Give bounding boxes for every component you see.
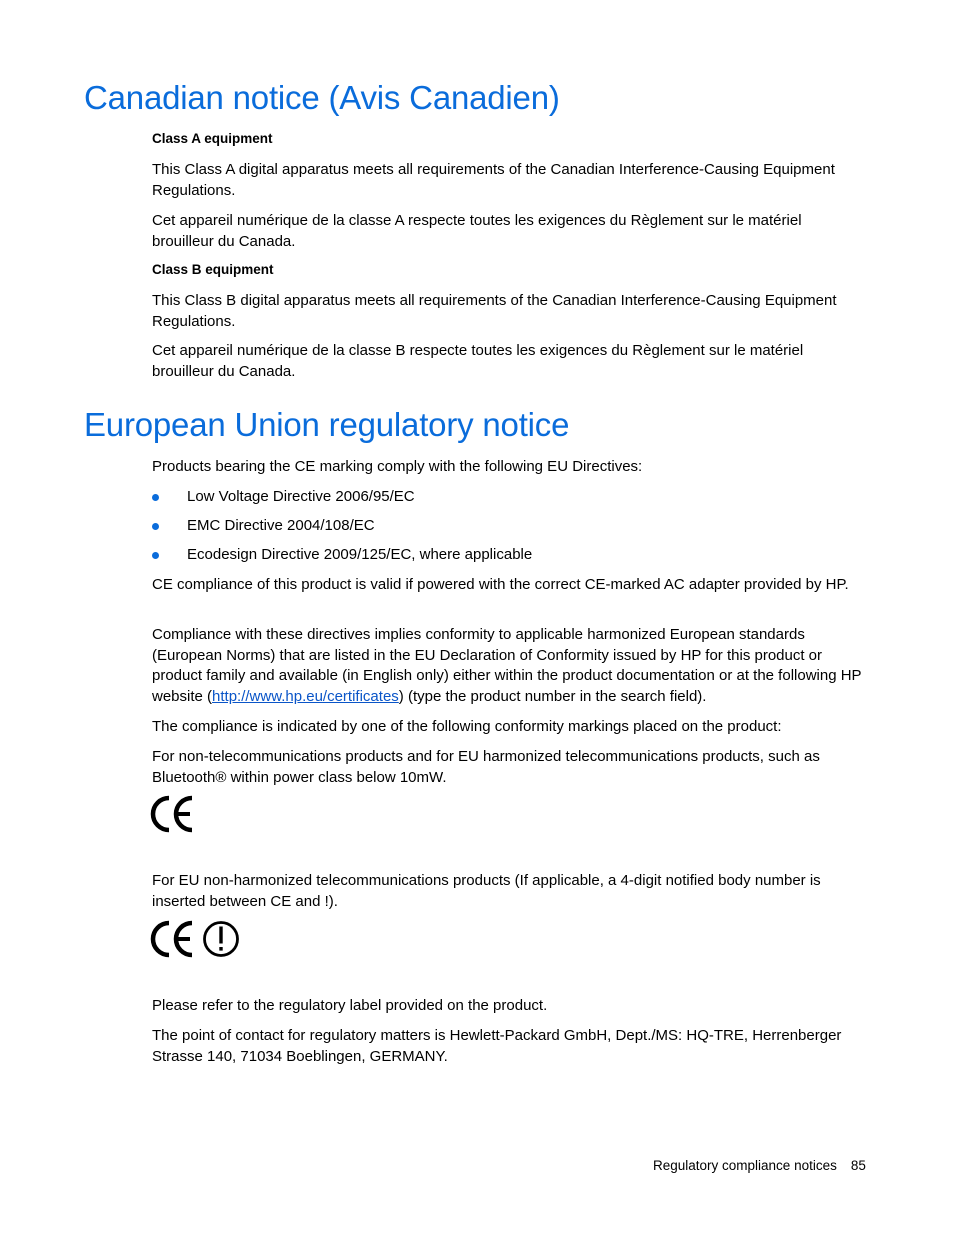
conformity-paragraph — [152, 625, 864, 707]
footer-section-title: Regulatory compliance notices — [653, 1158, 837, 1173]
class-a-french-text: Cet appareil numérique de la classe A respecte toutes les exigences du Règlement sur le matériel brouilleur du Canada. — [152, 212, 802, 250]
class-a-heading: Class A equipment — [152, 131, 273, 146]
class-b-heading: Class B equipment — [152, 262, 274, 277]
directive-text: Low Voltage Directive 2006/95/EC — [187, 488, 415, 505]
page-number: 85 — [850, 1158, 866, 1173]
bullet-icon — [152, 552, 159, 559]
bullet-icon — [152, 523, 159, 530]
harmonized-note: For non-telecommunications products and for EU harmonized telecommunications products, such as Bluetooth® within power class below 10mW. — [152, 748, 820, 786]
directive-text: Ecodesign Directive 2009/125/EC, where applicable — [187, 546, 533, 563]
contact-note: The point of contact for regulatory matters is Hewlett-Packard GmbH, Dept./MS: HQ-TRE, Herrenberger Strasse 140, 71034 Boeblingen, GERMANY. — [152, 1027, 842, 1065]
bullet-icon — [152, 494, 159, 501]
canadian-notice-title: Canadian notice (Avis Canadien) — [84, 79, 560, 116]
class2-alert-icon — [201, 919, 241, 959]
conformity-text-after-link: ) (type the product number in the search field). — [398, 687, 707, 705]
directive-text: EMC Directive 2004/108/EC — [187, 517, 375, 534]
eu-notice-title: European Union regulatory notice — [84, 406, 570, 443]
adapter-note: CE compliance of this product is valid if powered with the correct CE-marked AC adapter provided by HP. — [152, 576, 849, 593]
class-b-french-text: Cet appareil numérique de la classe B respecte toutes les exigences du Règlement sur le matériel brouilleur du Canada. — [152, 342, 804, 380]
class-b-english-text: This Class B digital apparatus meets all requirements of the Canadian Interference-Causing Equipment Regulations. — [152, 292, 837, 330]
ce-mark-icon — [150, 794, 198, 834]
markings-intro: The compliance is indicated by one of the following conformity markings placed on the product: — [152, 718, 782, 735]
non-harmonized-note: For EU non-harmonized telecommunications products (If applicable, a 4-digit notified body number is inserted between CE and !). — [152, 872, 821, 910]
certificates-link[interactable]: http://www.hp.eu/certificates — [212, 687, 399, 705]
page-footer — [653, 1158, 866, 1173]
eu-intro-text: Products bearing the CE marking comply with the following EU Directives: — [152, 458, 643, 475]
label-note: Please refer to the regulatory label provided on the product. — [152, 997, 548, 1014]
conformity-text-before-link: Compliance with these directives implies conformity to applicable harmonized European standards (European Norms) that are listed in the EU Declaration of Conformity issued by HP for this product or product family and available (in English only) either within the product documentation or at the following HP website ( — [152, 626, 862, 705]
ce-mark-icon — [150, 919, 198, 959]
class-a-english-text: This Class A digital apparatus meets all requirements of the Canadian Interference-Causing Equipment Regulations. — [152, 161, 835, 199]
